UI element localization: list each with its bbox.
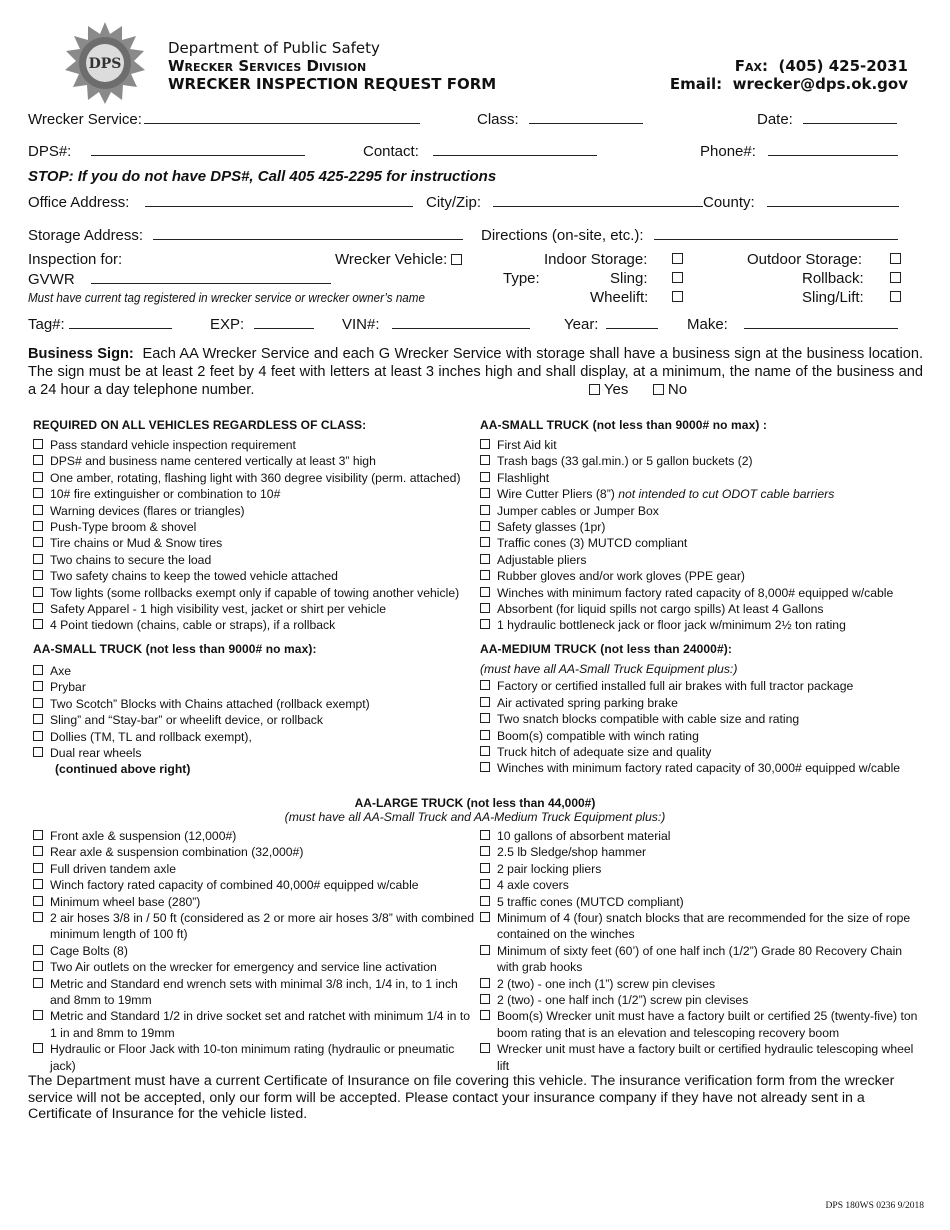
item-checkbox[interactable] <box>480 439 490 449</box>
item-checkbox[interactable] <box>33 747 43 757</box>
email-label: Email: <box>669 75 723 93</box>
make-input[interactable] <box>744 315 898 329</box>
indoor-storage-checkbox[interactable] <box>672 253 683 264</box>
item-checkbox[interactable] <box>33 554 43 564</box>
item-checkbox[interactable] <box>33 714 43 724</box>
aa-large-right-item <box>480 877 925 893</box>
required-all-item <box>33 437 473 453</box>
item-label: Tow lights (some rollbacks exempt only if capable of towing another vehicle) <box>50 585 460 600</box>
item-label: Minimum of sixty feet (60’) of one half inch (1/2”) Grade 80 Recovery Chain with grab hooks <box>497 943 903 975</box>
item-label: 4 axle covers <box>497 878 569 893</box>
item-label: 2 air hoses 3/8 in / 50 ft (considered as 2 or more air hoses 3/8” with combined minimum length of 100 ft) <box>50 911 475 942</box>
county-input[interactable] <box>767 193 899 207</box>
aa-small-right-item <box>480 437 940 453</box>
aa-small-right-item <box>480 486 940 502</box>
item-checkbox[interactable] <box>33 961 43 971</box>
svg-text:DPS: DPS <box>88 56 122 72</box>
item-checkbox[interactable] <box>480 1043 490 1053</box>
item-label: 10# fire extinguisher or combination to 10# <box>50 487 281 502</box>
aa-small-left-item <box>33 663 473 679</box>
item-label: Full driven tandem axle <box>50 861 176 876</box>
item-label: Factory or certified installed full air brakes with full tractor package <box>497 679 854 694</box>
dps-number-input[interactable] <box>91 142 305 156</box>
date-input[interactable] <box>803 110 897 124</box>
fax-label: Fax: <box>734 57 769 75</box>
item-checkbox[interactable] <box>480 603 490 613</box>
item-checkbox[interactable] <box>480 521 490 531</box>
item-label: Two chains to secure the load <box>50 552 212 567</box>
aa-large-right-list <box>480 828 925 1074</box>
item-checkbox[interactable] <box>480 978 490 988</box>
item-label: 2 (two) - one half inch (1/2”) screw pin clevises <box>497 993 749 1008</box>
item-label: Tire chains or Mud & Snow tires <box>50 536 223 551</box>
item-checkbox[interactable] <box>480 746 490 756</box>
aa-large-heading: AA-LARGE TRUCK (not less than 44,000#) <box>354 796 596 810</box>
aa-large-left-item <box>33 828 478 844</box>
item-label: Two Air outlets on the wrecker for emergency and service line activation <box>50 960 437 975</box>
wrecker-vehicle-label: Wrecker Vehicle: <box>335 251 448 268</box>
business-sign-paragraph <box>28 345 923 399</box>
item-label: Hydraulic or Floor Jack with 10-ton minimum rating (hydraulic or pneumatic jack) <box>50 1042 455 1073</box>
aa-large-left-list <box>33 828 478 1074</box>
form-title: WRECKER INSPECTION REQUEST FORM <box>168 75 497 93</box>
year-field[interactable] <box>564 315 658 333</box>
item-checkbox[interactable] <box>33 830 43 840</box>
business-sign-yes-label: Yes <box>603 381 629 398</box>
division-name: Wrecker Services Division <box>168 57 367 75</box>
item-label: Rubber gloves and/or work gloves (PPE gear) <box>497 569 745 584</box>
item-checkbox[interactable] <box>480 697 490 707</box>
item-checkbox[interactable] <box>33 1043 43 1053</box>
item-checkbox[interactable] <box>33 587 43 597</box>
county-label: County: <box>703 194 755 211</box>
item-checkbox[interactable] <box>33 945 43 955</box>
sling-lift-checkbox[interactable] <box>890 291 901 302</box>
aa-large-right-item <box>480 992 925 1008</box>
tag-field[interactable] <box>28 315 172 333</box>
business-sign-no-label: No <box>667 381 688 398</box>
item-checkbox[interactable] <box>480 896 490 906</box>
item-checkbox[interactable] <box>33 439 43 449</box>
outdoor-storage-label: Outdoor Storage: <box>747 251 863 268</box>
type-label: Type: <box>503 270 540 287</box>
item-label: Metric and Standard 1/2 in drive socket set and ratchet with minimum 1/4 in to 1 in and 8mm to 19mm <box>50 1009 470 1040</box>
aa-large-left-item <box>33 943 478 959</box>
item-label: Dual rear wheels <box>50 746 142 761</box>
aa-large-left-section <box>33 828 478 1074</box>
item-label: Rear axle & suspension combination (32,000#) <box>50 845 304 860</box>
wheelift-checkbox[interactable] <box>672 291 683 302</box>
item-checkbox[interactable] <box>480 537 490 547</box>
city-zip-label: City/Zip: <box>426 194 482 211</box>
required-all-item <box>33 552 473 568</box>
item-checkbox[interactable] <box>33 912 43 922</box>
item-checkbox[interactable] <box>480 994 490 1004</box>
required-all-item <box>33 519 473 535</box>
rollback-label: Rollback: <box>802 270 864 287</box>
gvwr-label: GVWR <box>28 271 75 288</box>
aa-small-left-item <box>33 729 473 745</box>
aa-medium-subheading: (must have all AA-Small Truck Equipment plus:) <box>480 662 738 676</box>
item-checkbox[interactable] <box>480 587 490 597</box>
date-label: Date: <box>757 111 793 128</box>
office-address-input[interactable] <box>145 193 413 207</box>
office-address-label: Office Address: <box>28 194 130 211</box>
class-label: Class: <box>477 111 519 128</box>
item-checkbox[interactable] <box>33 619 43 629</box>
aa-large-right-item <box>480 844 925 860</box>
item-label: Warning devices (flares or triangles) <box>50 503 245 518</box>
sling-lift-label: Sling/Lift: <box>802 289 864 306</box>
item-label: Push-Type broom & shovel <box>50 520 197 535</box>
item-label: Sling” and “Stay-bar” or wheelift device, or rollback <box>50 713 323 728</box>
item-checkbox[interactable] <box>480 619 490 629</box>
storage-address-input[interactable] <box>153 226 463 240</box>
item-label: Winch factory rated capacity of combined 40,000# equipped w/cable <box>50 878 419 893</box>
tag-label: Tag#: <box>28 316 65 333</box>
aa-medium-item <box>480 711 940 727</box>
directions-input[interactable] <box>654 226 898 240</box>
aa-small-right-item <box>480 535 940 551</box>
item-checkbox[interactable] <box>33 665 43 675</box>
item-label: 2 pair locking pliers <box>497 861 602 876</box>
item-checkbox[interactable] <box>33 505 43 515</box>
item-label: 2 (two) - one inch (1”) screw pin clevises <box>497 976 716 991</box>
required-all-list <box>33 437 473 634</box>
aa-small-right-list <box>480 437 940 634</box>
storage-address-label: Storage Address: <box>28 227 144 244</box>
aa-medium-item <box>480 728 940 744</box>
aa-large-right-item <box>480 1041 925 1074</box>
aa-large-left-item <box>33 959 478 975</box>
aa-medium-item <box>480 744 940 760</box>
aa-large-right-item <box>480 910 925 943</box>
item-checkbox[interactable] <box>480 863 490 873</box>
item-label: Winches with minimum factory rated capacity of 8,000# equipped w/cable <box>497 585 894 600</box>
item-label: Dollies (TM, TL and rollback exempt), <box>50 729 252 744</box>
aa-large-left-item <box>33 1041 478 1074</box>
vin-input[interactable] <box>392 315 530 329</box>
item-checkbox[interactable] <box>33 731 43 741</box>
item-label: Wire Cutter Pliers (8”) <box>497 487 615 502</box>
phone-input[interactable] <box>768 142 898 156</box>
item-checkbox[interactable] <box>33 1010 43 1020</box>
aa-small-right-item <box>480 503 940 519</box>
vin-label: VIN#: <box>342 316 380 333</box>
aa-large-left-item <box>33 910 478 943</box>
aa-small-right-section <box>480 418 940 634</box>
stop-notice: STOP: If you do not have DPS#, Call 405 425-2295 for instructions <box>28 168 497 185</box>
storage-address-field[interactable] <box>28 226 463 244</box>
required-all-item <box>33 568 473 584</box>
item-checkbox[interactable] <box>480 680 490 690</box>
aa-small-right-item <box>480 601 940 617</box>
business-sign-yes-checkbox[interactable] <box>589 384 600 395</box>
item-label: Absorbent (for liquid spills not cargo spills) At least 4 Gallons <box>497 602 824 617</box>
fax-line <box>735 57 908 75</box>
continued-note: (continued above right) <box>55 762 191 777</box>
aa-small-left-heading: AA-SMALL TRUCK (not less than 9000# no max): <box>33 642 317 656</box>
aa-medium-section <box>480 642 940 777</box>
dps-number-field[interactable] <box>28 142 305 160</box>
directions-label: Directions (on-site, etc.): <box>481 227 644 244</box>
item-label: Metric and Standard end wrench sets with minimal 3/8 inch, 1/4 in, to 1 inch and 8mm to 19mm <box>50 976 458 1008</box>
aa-large-right-item <box>480 894 925 910</box>
class-input[interactable] <box>529 110 643 124</box>
item-checkbox[interactable] <box>33 896 43 906</box>
exp-field[interactable] <box>210 315 314 333</box>
year-label: Year: <box>564 316 599 333</box>
item-label: Cage Bolts (8) <box>50 943 128 958</box>
item-checkbox[interactable] <box>480 730 490 740</box>
item-label: Air activated spring parking brake <box>497 695 678 710</box>
required-all-item <box>33 535 473 551</box>
aa-medium-list <box>480 678 940 776</box>
item-checkbox[interactable] <box>33 863 43 873</box>
item-label: Boom(s) compatible with winch rating <box>497 728 699 743</box>
vin-field[interactable] <box>342 315 530 333</box>
city-zip-field[interactable] <box>426 193 703 211</box>
item-label: DPS# and business name centered vertically at least 3” high <box>50 454 376 469</box>
exp-label: EXP: <box>210 316 245 333</box>
aa-small-right-item <box>480 552 940 568</box>
make-label: Make: <box>687 316 728 333</box>
business-sign-no-checkbox[interactable] <box>653 384 664 395</box>
sling-label: Sling: <box>610 270 648 287</box>
item-label: Flashlight <box>497 470 550 485</box>
aa-small-left-item <box>33 679 473 695</box>
required-all-item <box>33 585 473 601</box>
aa-medium-item <box>480 695 940 711</box>
item-label: Trash bags (33 gal.min.) or 5 gallon buckets (2) <box>497 454 753 469</box>
phone-field[interactable] <box>700 142 898 160</box>
item-checkbox[interactable] <box>33 521 43 531</box>
phone-label: Phone#: <box>700 143 756 160</box>
item-label: Jumper cables or Jumper Box <box>497 503 659 518</box>
aa-large-right-item <box>480 943 925 976</box>
item-label: Two safety chains to keep the towed vehicle attached <box>50 569 338 584</box>
directions-field[interactable] <box>481 226 898 244</box>
item-label: Truck hitch of adequate size and quality <box>497 745 712 760</box>
item-label: Axe <box>50 664 72 678</box>
item-checkbox[interactable] <box>480 488 490 498</box>
item-checkbox[interactable] <box>480 505 490 515</box>
item-label: Two snatch blocks compatible with cable size and rating <box>497 712 800 727</box>
aa-small-left-item <box>33 696 473 712</box>
dps-number-label: DPS#: <box>28 143 72 160</box>
item-checkbox[interactable] <box>480 945 490 955</box>
item-checkbox[interactable] <box>480 472 490 482</box>
aa-large-left-item <box>33 877 478 893</box>
aa-small-right-item <box>480 453 940 469</box>
aa-small-left-section <box>33 642 473 778</box>
item-label: One amber, rotating, flashing light with 360 degree visibility (perm. attached) <box>50 470 461 485</box>
business-sign-options <box>589 381 687 398</box>
item-label: Safety glasses (1pr) <box>497 520 606 535</box>
required-all-item <box>33 503 473 519</box>
item-checkbox[interactable] <box>480 455 490 465</box>
insurance-notice: The Department must have a current Certificate of Insurance on file covering this vehicle. The insurance verification form from the wrecker service will not be accepted, only our form will be accepted. Please contact your insurance company if they have not already sent in a Certificate of Insurance for the vehicle listed. <box>28 1073 895 1122</box>
city-zip-input[interactable] <box>493 193 703 207</box>
wrecker-service-label: Wrecker Service: <box>28 111 142 128</box>
tag-input[interactable] <box>69 315 172 329</box>
item-label: 4 Point tiedown (chains, cable or straps), if a rollback <box>50 618 336 633</box>
required-all-item <box>33 486 473 502</box>
gvwr-field[interactable] <box>28 270 331 288</box>
contact-input[interactable] <box>433 142 597 156</box>
aa-medium-item <box>480 678 940 694</box>
item-checkbox[interactable] <box>33 537 43 547</box>
item-label: 1 hydraulic bottleneck jack or floor jack w/minimum 2½ ton rating <box>497 618 846 633</box>
item-checkbox[interactable] <box>480 713 490 723</box>
item-checkbox[interactable] <box>480 762 490 772</box>
item-label: Safety Apparel - 1 high visibility vest, jacket or shirt per vehicle <box>50 602 386 617</box>
wrecker-service-field[interactable] <box>28 110 420 128</box>
aa-large-right-section <box>480 828 925 1074</box>
wrecker-vehicle-option[interactable] <box>335 251 462 268</box>
aa-large-left-item <box>33 894 478 910</box>
item-note: not intended to cut ODOT cable barriers <box>618 487 835 502</box>
year-input[interactable] <box>606 315 658 329</box>
item-checkbox[interactable] <box>480 830 490 840</box>
make-field[interactable] <box>687 315 898 333</box>
aa-small-right-item <box>480 470 940 486</box>
business-sign-text: Each AA Wrecker Service and each G Wrecker Service with storage shall have a business sign at the business location. The sign must be at least 2 feet by 4 feet with letters at least 3 inches high and shall display, at a minimum, the name of the business and a 24 hour a day telephone number. <box>28 346 924 398</box>
aa-small-right-item <box>480 617 940 633</box>
aa-large-right-item <box>480 976 925 992</box>
item-checkbox[interactable] <box>480 554 490 564</box>
aa-small-right-heading: AA-SMALL TRUCK (not less than 9000# no max) : <box>480 418 767 432</box>
department-name: Department of Public Safety <box>168 39 380 57</box>
fax-value: (405) 425-2031 <box>778 57 908 75</box>
aa-small-right-item <box>480 519 940 535</box>
item-label: First Aid kit <box>497 438 557 452</box>
email-line <box>670 75 908 93</box>
item-checkbox[interactable] <box>33 681 43 691</box>
item-checkbox[interactable] <box>33 698 43 708</box>
aa-large-right-item <box>480 861 925 877</box>
aa-medium-heading: AA-MEDIUM TRUCK (not less than 24000#): <box>480 642 732 656</box>
item-label: Pass standard vehicle inspection requirement <box>50 438 296 452</box>
aa-large-right-item <box>480 828 925 844</box>
contact-field[interactable] <box>363 142 597 160</box>
aa-small-left-item <box>33 712 473 728</box>
item-label: 10 gallons of absorbent material <box>497 829 671 843</box>
item-checkbox[interactable] <box>33 472 43 482</box>
aa-large-right-item <box>480 1008 925 1041</box>
required-all-item <box>33 617 473 633</box>
aa-large-left-item <box>33 1008 478 1041</box>
item-checkbox[interactable] <box>480 912 490 922</box>
dps-seal-logo <box>62 20 148 106</box>
business-sign-label: Business Sign: <box>28 346 134 362</box>
item-label: Wrecker unit must have a factory built or certified hydraulic telescoping wheel lift <box>497 1042 914 1073</box>
sling-checkbox[interactable] <box>672 272 683 283</box>
item-checkbox[interactable] <box>480 1010 490 1020</box>
inspection-for-label: Inspection for: <box>28 251 123 268</box>
class-field[interactable] <box>477 110 643 128</box>
gvwr-input[interactable] <box>91 270 331 284</box>
required-all-item <box>33 470 473 486</box>
outdoor-storage-checkbox[interactable] <box>890 253 901 264</box>
item-label: Traffic cones (3) MUTCD compliant <box>497 536 688 551</box>
required-all-heading: REQUIRED ON ALL VEHICLES REGARDLESS OF CLASS: <box>33 418 367 432</box>
required-all-item <box>33 601 473 617</box>
county-field[interactable] <box>703 193 899 211</box>
item-checkbox[interactable] <box>33 879 43 889</box>
indoor-storage-label: Indoor Storage: <box>544 251 648 268</box>
exp-input[interactable] <box>254 315 314 329</box>
email-value[interactable]: wrecker@dps.ok.gov <box>732 75 908 93</box>
contact-label: Contact: <box>363 143 419 160</box>
wrecker-vehicle-checkbox[interactable] <box>451 254 462 265</box>
item-label: Adjustable pliers <box>497 552 587 567</box>
item-label: Minimum of 4 (four) snatch blocks that are recommended for the size of rope contained on the winches <box>497 911 911 942</box>
item-checkbox[interactable] <box>33 978 43 988</box>
item-label: 5 traffic cones (MUTCD compliant) <box>497 894 684 909</box>
aa-small-right-item <box>480 568 940 584</box>
aa-large-subheading: (must have all AA-Small Truck and AA-Medium Truck Equipment plus:) <box>284 810 666 824</box>
item-checkbox[interactable] <box>480 570 490 580</box>
rollback-checkbox[interactable] <box>890 272 901 283</box>
aa-large-left-item <box>33 976 478 1009</box>
item-checkbox[interactable] <box>33 488 43 498</box>
aa-small-right-item <box>480 585 940 601</box>
form-number: DPS 180WS 0236 9/2018 <box>825 1201 924 1211</box>
wheelift-label: Wheelift: <box>590 289 649 306</box>
item-label: 2.5 lb Sledge/shop hammer <box>497 845 647 860</box>
item-checkbox[interactable] <box>480 846 490 856</box>
required-all-section <box>33 418 473 634</box>
item-label: Front axle & suspension (12,000#) <box>50 829 237 843</box>
item-checkbox[interactable] <box>33 846 43 856</box>
item-checkbox[interactable] <box>480 879 490 889</box>
tag-registration-note: Must have current tag registered in wrecker service or wrecker owner’s name <box>28 291 425 305</box>
office-address-field[interactable] <box>28 193 413 211</box>
required-all-item <box>33 453 473 469</box>
date-field[interactable] <box>757 110 897 128</box>
item-label: Minimum wheel base (280”) <box>50 894 201 909</box>
item-label: Two Scotch” Blocks with Chains attached (rollback exempt) <box>50 696 370 711</box>
aa-large-left-item <box>33 844 478 860</box>
item-label: Boom(s) Wrecker unit must have a factory built or certified 25 (twenty-five) ton boom rating that is an elevation and telescoping recovery boom <box>497 1009 918 1040</box>
wrecker-service-input[interactable] <box>144 110 420 124</box>
item-checkbox[interactable] <box>33 455 43 465</box>
aa-large-left-item <box>33 861 478 877</box>
aa-small-left-list <box>33 663 473 761</box>
item-label: Prybar <box>50 680 86 695</box>
item-label: Winches with minimum factory rated capacity of 30,000# equipped w/cable <box>497 761 901 776</box>
aa-small-left-item <box>33 745 473 761</box>
aa-medium-item <box>480 760 940 776</box>
item-checkbox[interactable] <box>33 570 43 580</box>
item-checkbox[interactable] <box>33 603 43 613</box>
